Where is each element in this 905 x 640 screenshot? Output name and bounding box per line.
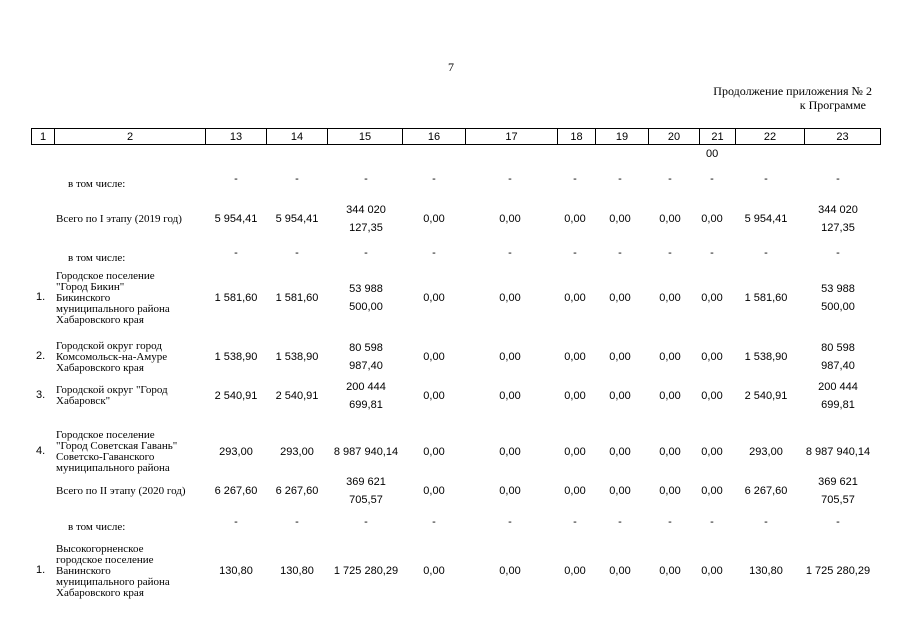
row-value-line: 0,00 xyxy=(423,213,445,225)
row-value-line: - xyxy=(508,173,512,185)
row-value-line: 0,00 xyxy=(499,213,521,225)
row-label-line: Хабаровск" xyxy=(56,395,111,407)
row-label xyxy=(68,253,125,264)
row-value xyxy=(257,210,337,228)
row-value-line: 293,00 xyxy=(219,446,253,458)
row-label-line: Хабаровского края xyxy=(56,361,144,374)
row-value-line: 0,00 xyxy=(423,292,445,304)
row-value-line: - xyxy=(234,173,238,185)
row-value xyxy=(798,201,878,237)
row-index: 3. xyxy=(36,389,46,401)
row-value-line: 0,00 xyxy=(499,446,521,458)
row-label-line: Хабаровского края xyxy=(56,313,144,326)
row-value-line: 0,00 xyxy=(659,485,681,497)
row-value xyxy=(798,473,878,509)
continuation-line2: к Программе xyxy=(799,98,866,112)
row-value-line: 0,00 xyxy=(609,351,631,363)
row-label-line: "Город Бикин" xyxy=(56,280,125,293)
row-value-line: 130,80 xyxy=(280,565,314,577)
row-value-line: 5 954,41 xyxy=(744,213,788,225)
row-label-line: муниципального района xyxy=(56,462,170,474)
row-value xyxy=(257,348,337,366)
row-value-line: 5 954,41 xyxy=(214,213,258,225)
row-label-line: Советско-Гаванского xyxy=(56,451,155,463)
row-value xyxy=(394,513,474,531)
row-value xyxy=(394,443,474,461)
row-value-line: 0,00 xyxy=(564,213,586,225)
header-cell: 16 xyxy=(403,129,466,145)
row-value-line: 293,00 xyxy=(280,446,314,458)
row-value-line: 0,00 xyxy=(499,565,521,577)
row-value-line: 0,00 xyxy=(609,446,631,458)
row-value-line: 0,00 xyxy=(564,390,586,402)
row-index: 4. xyxy=(36,445,46,457)
row-value-line: - xyxy=(618,247,622,259)
row-value-line: - xyxy=(618,173,622,185)
header-cell: 13 xyxy=(206,129,267,145)
row-value-line: 1 581,60 xyxy=(214,292,258,304)
row-value-line: 0,00 xyxy=(659,213,681,225)
row-label-line: Высокогорненское xyxy=(56,542,144,555)
row-label xyxy=(56,544,170,599)
row-label xyxy=(56,271,170,326)
row-value-line: - xyxy=(710,516,714,528)
row-value-line: - xyxy=(364,516,368,528)
row-value-line: - xyxy=(764,247,768,259)
row-value-line: - xyxy=(710,247,714,259)
col21-extra: 00 xyxy=(706,148,719,160)
row-value-line: 0,00 xyxy=(701,446,723,458)
header-cell: 14 xyxy=(267,129,328,145)
row-value-line: 0,00 xyxy=(564,565,586,577)
row-value-line: - xyxy=(573,173,577,185)
row-value-line: 127,35 xyxy=(349,222,383,234)
row-value-line: 0,00 xyxy=(499,351,521,363)
row-value-line: 0,00 xyxy=(659,565,681,577)
row-label xyxy=(56,486,186,497)
row-value xyxy=(726,244,806,262)
row-value-line: - xyxy=(836,173,840,185)
row-value-line: 2 540,91 xyxy=(275,390,319,402)
row-value xyxy=(257,443,337,461)
row-value xyxy=(394,482,474,500)
continuation-line1: Продолжение приложения № 2 xyxy=(713,84,872,98)
row-value-line: 0,00 xyxy=(609,292,631,304)
row-value-line: 0,00 xyxy=(659,292,681,304)
row-value-line: 2 540,91 xyxy=(214,390,258,402)
row-value-line: - xyxy=(668,247,672,259)
row-label-line: Всего по II этапу (2020 год) xyxy=(56,484,186,497)
row-value-line: 1 581,60 xyxy=(275,292,319,304)
row-value-line: - xyxy=(710,173,714,185)
row-value-line: 6 267,60 xyxy=(744,485,788,497)
row-value xyxy=(798,280,878,316)
row-value xyxy=(726,210,806,228)
row-value-line: 0,00 xyxy=(564,485,586,497)
row-value-line: - xyxy=(295,516,299,528)
header-cell: 1 xyxy=(32,129,55,145)
header-cell: 23 xyxy=(805,129,881,145)
row-value-line: 200 444 xyxy=(818,381,858,393)
row-value-line: - xyxy=(508,516,512,528)
row-value-line: - xyxy=(573,516,577,528)
row-value-line: - xyxy=(364,247,368,259)
row-value-line: 2 540,91 xyxy=(744,390,788,402)
row-value-line: 0,00 xyxy=(701,565,723,577)
row-value xyxy=(394,210,474,228)
row-value-line: 1 538,90 xyxy=(744,351,788,363)
row-value-line: 500,00 xyxy=(821,301,855,313)
row-value-line: - xyxy=(764,516,768,528)
row-value-line: 369 621 xyxy=(818,476,858,488)
row-value-line: 1 538,90 xyxy=(214,351,258,363)
row-value-line: 53 988 xyxy=(349,283,383,295)
row-value-line: 0,00 xyxy=(609,565,631,577)
row-value-line: 0,00 xyxy=(609,485,631,497)
row-value xyxy=(726,482,806,500)
row-label-line: в том числе: xyxy=(68,251,126,264)
row-value xyxy=(726,348,806,366)
row-value-line: - xyxy=(234,247,238,259)
row-value-line: 6 267,60 xyxy=(214,485,258,497)
row-value xyxy=(726,289,806,307)
row-value xyxy=(394,387,474,405)
row-value-line: - xyxy=(364,173,368,185)
row-value-line: 5 954,41 xyxy=(275,213,319,225)
row-value-line: 0,00 xyxy=(423,565,445,577)
row-value-line: 0,00 xyxy=(423,446,445,458)
row-value-line: - xyxy=(295,247,299,259)
row-label xyxy=(56,214,182,225)
row-label-line: муниципального района xyxy=(56,575,170,588)
row-value xyxy=(257,170,337,188)
row-value xyxy=(394,244,474,262)
row-value-line: - xyxy=(618,516,622,528)
row-value-line: 699,81 xyxy=(349,399,383,411)
row-value-line: 0,00 xyxy=(564,292,586,304)
row-value xyxy=(257,562,337,580)
row-value-line: 1 725 280,29 xyxy=(805,565,871,577)
row-index: 2. xyxy=(36,350,46,362)
row-value-line: 1 538,90 xyxy=(275,351,319,363)
row-value-line: - xyxy=(432,247,436,259)
row-index: 1. xyxy=(36,291,46,303)
row-value xyxy=(726,443,806,461)
row-value-line: 987,40 xyxy=(821,360,855,372)
row-value-line: 8 987 940,14 xyxy=(805,446,871,458)
header-cell: 21 xyxy=(700,129,736,145)
row-label-line: Хабаровского края xyxy=(56,586,144,599)
row-value-line: 0,00 xyxy=(423,351,445,363)
row-value-line: 0,00 xyxy=(564,351,586,363)
row-label-line: Ванинского xyxy=(56,564,111,577)
row-value-line: 0,00 xyxy=(499,292,521,304)
row-label xyxy=(68,179,125,190)
row-label-line: "Город Советская Гавань" xyxy=(56,440,178,452)
row-value xyxy=(257,482,337,500)
row-value-line: - xyxy=(668,173,672,185)
row-value-line: 500,00 xyxy=(349,301,383,313)
row-value-line: 0,00 xyxy=(564,446,586,458)
row-label xyxy=(56,430,177,474)
row-value-line: 0,00 xyxy=(701,292,723,304)
page-number: 7 xyxy=(448,60,454,74)
row-value-line: 0,00 xyxy=(423,390,445,402)
row-value-line: 200 444 xyxy=(346,381,386,393)
row-value-line: 8 987 940,14 xyxy=(333,446,399,458)
row-value-line: 1 581,60 xyxy=(744,292,788,304)
continuation-note xyxy=(713,84,872,112)
row-value xyxy=(798,170,878,188)
row-value-line: - xyxy=(836,247,840,259)
row-value-line: 0,00 xyxy=(499,390,521,402)
row-value xyxy=(726,170,806,188)
row-value-line: 0,00 xyxy=(701,351,723,363)
row-label-line: Городской округ "Город xyxy=(56,384,168,396)
header-cell: 22 xyxy=(736,129,805,145)
row-label-line: Городское поселение xyxy=(56,429,155,441)
row-index: 1. xyxy=(36,564,46,576)
row-label xyxy=(56,385,168,407)
row-value-line: - xyxy=(764,173,768,185)
row-label-line: Городское поселение xyxy=(56,269,155,282)
row-value xyxy=(798,339,878,375)
row-label-line: муниципального района xyxy=(56,302,170,315)
header-table xyxy=(31,128,881,145)
row-label-line: Комсомольск-на-Амуре xyxy=(56,350,168,363)
row-value-line: 699,81 xyxy=(821,399,855,411)
row-value-line: 344 020 xyxy=(818,204,858,216)
row-value-line: 987,40 xyxy=(349,360,383,372)
row-value xyxy=(798,443,878,461)
row-value-line: - xyxy=(234,516,238,528)
row-value-line: 1 725 280,29 xyxy=(333,565,399,577)
row-value-line: 0,00 xyxy=(499,485,521,497)
row-label-line: в том числе: xyxy=(68,177,126,190)
row-value-line: 0,00 xyxy=(423,485,445,497)
row-value-line: 293,00 xyxy=(749,446,783,458)
row-value xyxy=(798,378,878,414)
header-cell: 17 xyxy=(466,129,558,145)
row-value-line: 369 621 xyxy=(346,476,386,488)
row-value-line: 0,00 xyxy=(609,213,631,225)
row-value-line: 53 988 xyxy=(821,283,855,295)
row-value-line: 0,00 xyxy=(659,390,681,402)
header-cell: 15 xyxy=(328,129,403,145)
row-value-line: 0,00 xyxy=(609,390,631,402)
row-value xyxy=(798,244,878,262)
header-cell: 20 xyxy=(649,129,700,145)
row-value-line: 6 267,60 xyxy=(275,485,319,497)
row-value xyxy=(798,562,878,580)
row-value xyxy=(726,513,806,531)
row-value-line: 0,00 xyxy=(701,213,723,225)
row-value-line: - xyxy=(432,173,436,185)
row-value-line: 0,00 xyxy=(701,390,723,402)
row-value xyxy=(394,289,474,307)
header-cell: 18 xyxy=(558,129,596,145)
row-value-line: 705,57 xyxy=(821,494,855,506)
row-label-line: Городской округ город xyxy=(56,339,162,352)
row-value-line: 0,00 xyxy=(659,446,681,458)
row-value-line: - xyxy=(432,516,436,528)
row-label-line: Всего по I этапу (2019 год) xyxy=(56,212,182,225)
row-value-line: - xyxy=(836,516,840,528)
row-value-line: 705,57 xyxy=(349,494,383,506)
row-label xyxy=(68,522,125,533)
row-value xyxy=(257,513,337,531)
row-value xyxy=(394,348,474,366)
row-value-line: - xyxy=(508,247,512,259)
row-label-line: Бикинского xyxy=(56,291,111,304)
row-value xyxy=(798,513,878,531)
header-cell: 2 xyxy=(55,129,206,145)
header-cell: 19 xyxy=(596,129,649,145)
row-value-line: 80 598 xyxy=(821,342,855,354)
row-label-line: городское поселение xyxy=(56,553,154,566)
row-value xyxy=(394,170,474,188)
row-value-line: 0,00 xyxy=(701,485,723,497)
row-value-line: 80 598 xyxy=(349,342,383,354)
header-row xyxy=(32,129,881,145)
row-value xyxy=(257,244,337,262)
row-value-line: 130,80 xyxy=(749,565,783,577)
row-value-line: - xyxy=(295,173,299,185)
row-value-line: 127,35 xyxy=(821,222,855,234)
row-label xyxy=(56,341,167,374)
row-value xyxy=(257,387,337,405)
row-value-line: 344 020 xyxy=(346,204,386,216)
row-value-line: - xyxy=(668,516,672,528)
row-value xyxy=(257,289,337,307)
row-value xyxy=(726,562,806,580)
row-value-line: 130,80 xyxy=(219,565,253,577)
row-value-line: 0,00 xyxy=(659,351,681,363)
row-value xyxy=(394,562,474,580)
row-value-line: - xyxy=(573,247,577,259)
row-value xyxy=(726,387,806,405)
row-label-line: в том числе: xyxy=(68,520,126,533)
